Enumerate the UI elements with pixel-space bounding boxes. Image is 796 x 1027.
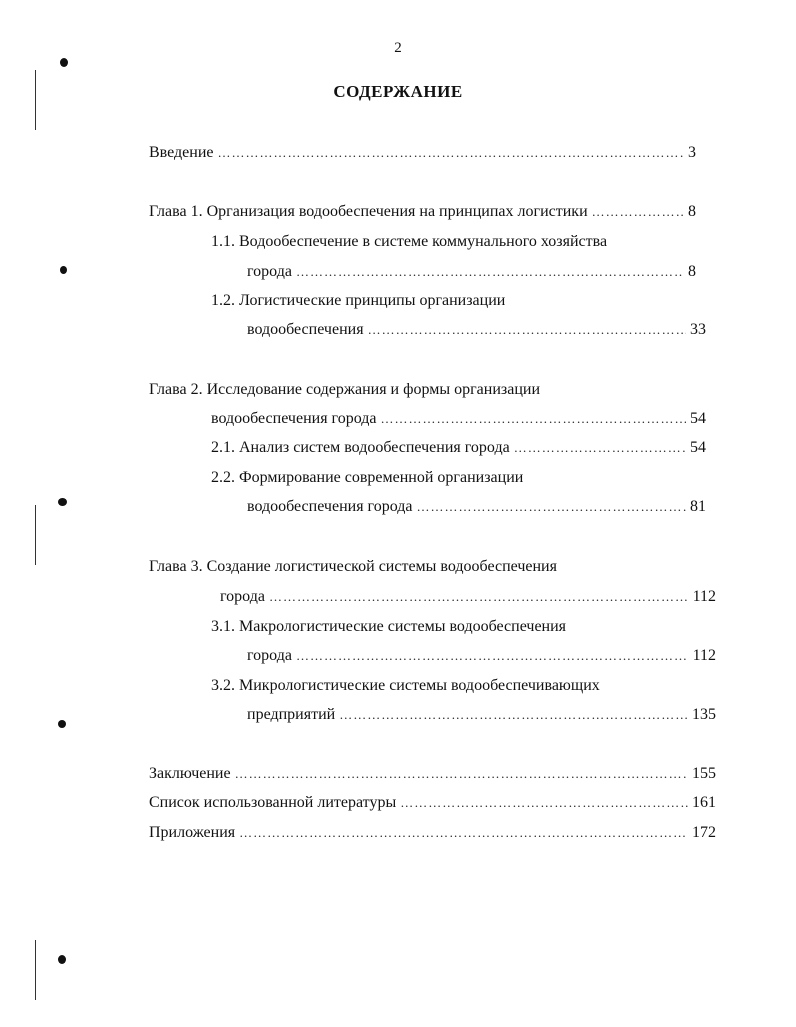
toc-entry-label: Заключение (149, 765, 231, 782)
toc-entry-section-1-1: 1.1. Водообеспечение в системе коммунального хозяйства (211, 233, 608, 250)
toc-entry-label: города (247, 263, 292, 280)
leader-dots (269, 587, 689, 607)
leader-dots (381, 409, 687, 429)
toc-entry-page: 33 (690, 321, 706, 338)
toc-entry-label: Глава 1. Организация водообеспечения на принципах логистики (149, 203, 588, 220)
toc-entry-label: Введение (149, 144, 214, 161)
toc-entry-page: 161 (692, 794, 716, 811)
toc-entry-label: водообеспечения города (247, 498, 413, 515)
leader-dots (296, 646, 689, 666)
toc-entry-section-2-2-cont (247, 497, 706, 517)
toc-entry-page: 112 (692, 647, 716, 664)
toc-entry-label: Список использованной литературы (149, 794, 397, 811)
toc-entry-page: 54 (690, 410, 706, 427)
scan-margin-line (35, 505, 36, 565)
scan-margin-line (35, 940, 36, 1000)
toc-entry-label: предприятий (247, 706, 336, 723)
scan-hole-mark (60, 58, 68, 67)
toc-entry-page: 81 (690, 498, 706, 515)
leader-dots (368, 320, 686, 340)
toc-entry-section-3-1: 3.1. Макрологистические системы водообеспечения (211, 618, 567, 635)
page-title: СОДЕРЖАНИЕ (333, 82, 463, 101)
toc-entry-appendices (149, 823, 716, 843)
toc-entry-page: 54 (690, 439, 706, 456)
scan-hole-mark (58, 720, 66, 728)
toc-entry-conclusion (149, 764, 716, 784)
toc-entry-label: Приложения (149, 824, 236, 841)
toc-entry-page: 135 (692, 706, 716, 723)
leader-dots (235, 764, 688, 784)
toc-entry-section-3-2-cont (247, 705, 716, 725)
toc-entry-label: города (220, 588, 265, 605)
toc-entry-page: 8 (688, 263, 696, 280)
leader-dots (239, 823, 688, 843)
leader-dots (514, 438, 686, 458)
toc-entry-section-1-2-cont (247, 320, 706, 340)
toc-entry-chapter-2-cont (211, 409, 706, 429)
toc-entry-section-3-2: 3.2. Микрологистические системы водообеспечивающих (211, 677, 600, 694)
toc-entry-label: города (247, 647, 292, 664)
toc-entry-page: 8 (688, 203, 696, 220)
leader-dots (417, 497, 687, 517)
toc-entry-references (149, 793, 716, 813)
leader-dots (592, 202, 684, 222)
leader-dots (400, 793, 688, 813)
toc-entry-label: водообеспечения (247, 321, 364, 338)
scan-hole-mark (58, 955, 66, 964)
toc-entry-page: 155 (692, 765, 716, 782)
toc-entry-chapter-2: Глава 2. Исследование содержания и формы организации (149, 381, 541, 398)
scan-hole-mark (58, 498, 67, 506)
toc-entry-page: 172 (692, 824, 716, 841)
toc-entry-section-1-2: 1.2. Логистические принципы организации (211, 292, 506, 309)
toc-entry-label: водообеспечения города (211, 410, 377, 427)
toc-entry-page: 112 (692, 588, 716, 605)
toc-entry-section-2-1 (211, 438, 706, 458)
leader-dots (218, 143, 685, 163)
toc-entry-page: 3 (688, 144, 696, 161)
toc-entry-chapter-1 (149, 202, 696, 222)
leader-dots (339, 705, 688, 725)
toc-entry-section-2-2: 2.2. Формирование современной организации (211, 469, 524, 486)
toc-entry-chapter-3: Глава 3. Создание логистической системы водообеспечения (149, 558, 557, 575)
toc-entry-section-3-1-cont (247, 646, 716, 666)
toc-entry-label: 2.1. Анализ систем водообеспечения города (211, 439, 510, 456)
scan-hole-mark (60, 266, 67, 274)
toc-entry-section-1-1-cont (247, 262, 696, 282)
toc-entry-chapter-3-cont (220, 587, 716, 607)
toc-entry-intro (149, 143, 696, 163)
page-number: 2 (394, 40, 402, 56)
leader-dots (296, 262, 684, 282)
